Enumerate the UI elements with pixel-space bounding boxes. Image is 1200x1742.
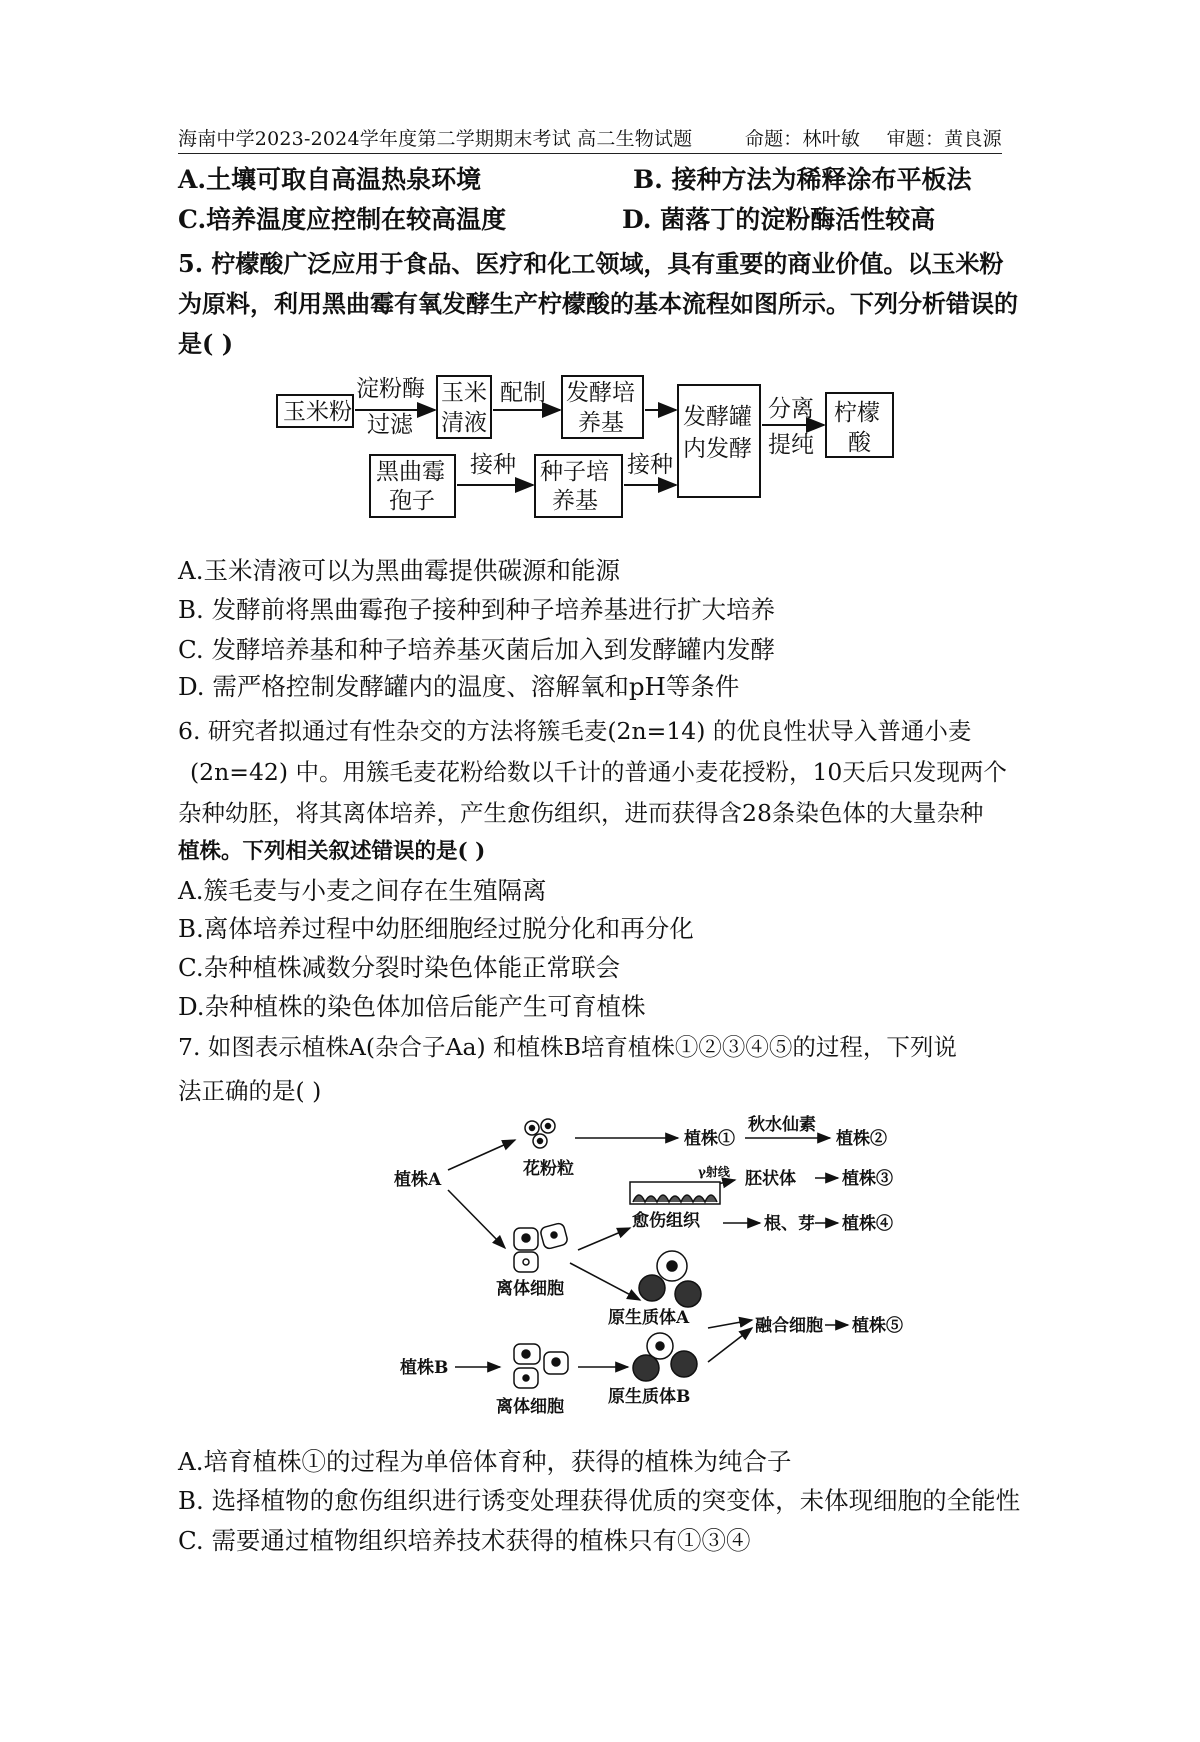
label-separate: 分离 [768, 396, 814, 422]
q7-stem-line2: 法正确的是( ) [178, 1077, 322, 1105]
q6-stem-line1: 6. 研究者拟通过有性杂交的方法将簇毛麦(2n=14) 的优良性状导入普通小麦 [178, 717, 972, 745]
protoplast-b-icon [633, 1333, 697, 1381]
label-inoculate: 接种 [470, 452, 516, 478]
label-citric-2: 酸 [848, 430, 871, 456]
q5-stem-line1: 5. 柠檬酸广泛应用于食品、医疗和化工领域，具有重要的商业价值。以玉米粉 [178, 249, 1004, 278]
label-gamma: γ射线 [698, 1165, 730, 1179]
label-isolated-cell-a: 离体细胞 [496, 1279, 564, 1299]
label-ferm-medium-2: 养基 [578, 410, 624, 436]
label-plant-a: 植株A [394, 1170, 442, 1190]
label-plant-b: 植株B [400, 1358, 449, 1378]
label-prepare: 配制 [500, 380, 546, 406]
header-author: 命题：林叶敏 [744, 128, 861, 150]
label-isolated-cell-b: 离体细胞 [496, 1397, 564, 1417]
label-plant-1: 植株① [684, 1129, 735, 1149]
q7-process-diagram [0, 1100, 1200, 1430]
label-protoplast-a: 原生质体A [608, 1308, 690, 1328]
q7-option-b: B. 选择植物的愈伤组织进行诱变处理获得优质的突变体，未体现细胞的全能性 [178, 1486, 1021, 1515]
q6-stem-line4: 植株。下列相关叙述错误的是( ) [178, 839, 486, 864]
q6-option-b: B.离体培养过程中幼胚细胞经过脱分化和再分化 [178, 914, 694, 943]
q5-flow-diagram [0, 0, 1200, 560]
q4-option-c: C.培养温度应控制在较高温度 [178, 205, 507, 234]
label-ferm-medium-1: 发酵培 [566, 380, 635, 406]
label-fused-cell: 融合细胞 [755, 1316, 823, 1336]
label-spore-2: 孢子 [389, 488, 435, 514]
label-embryoid: 胚状体 [745, 1169, 796, 1189]
q7-option-c: C. 需要通过植物组织培养技术获得的植株只有①③④ [178, 1526, 751, 1555]
label-spore-1: 黑曲霉 [376, 459, 445, 485]
label-plant-5: 植株⑤ [852, 1316, 903, 1336]
label-tank-2: 内发酵 [683, 436, 752, 462]
label-amylase: 淀粉酶 [356, 376, 425, 402]
q6-option-c: C.杂种植株减数分裂时染色体能正常联会 [178, 953, 621, 982]
q4-option-b: B. 接种方法为稀释涂布平板法 [633, 165, 972, 194]
label-purify: 提纯 [768, 432, 814, 458]
label-pollen: 花粉粒 [523, 1159, 574, 1179]
q4-option-a: A.土壤可取自高温热泉环境 [178, 165, 482, 194]
q7-option-a: A.培育植株①的过程为单倍体育种，获得的植株为纯合子 [178, 1447, 792, 1476]
label-corn-powder: 玉米粉 [283, 399, 352, 425]
q7-stem-line1: 7. 如图表示植株A(杂合子Aa) 和植株B培育植株①②③④⑤的过程，下列说 [178, 1033, 957, 1061]
q5-stem-line2: 为原料，利用黑曲霉有氧发酵生产柠檬酸的基本流程如图所示。下列分析错误的 [178, 289, 1018, 318]
protoplast-a-icon [639, 1251, 701, 1307]
q5-option-d: D. 需严格控制发酵罐内的温度、溶解氧和pH等条件 [178, 672, 740, 701]
q4-option-d: D. 菌落丁的淀粉酶活性较高 [622, 205, 936, 234]
q6-option-a: A.簇毛麦与小麦之间存在生殖隔离 [178, 876, 547, 905]
q5-stem-line3: 是( ) [178, 329, 234, 358]
q5-option-c: C. 发酵培养基和种子培养基灭菌后加入到发酵罐内发酵 [178, 635, 775, 664]
header-reviewer: 审题：黄良源 [886, 128, 1002, 150]
q6-stem-line3: 杂种幼胚，将其离体培养，产生愈伤组织，进而获得含28条染色体的大量杂种 [178, 799, 984, 827]
label-colchicine: 秋水仙素 [748, 1115, 816, 1135]
label-citric-1: 柠檬 [834, 400, 880, 426]
isolated-cells-a-icon [514, 1222, 568, 1272]
q6-stem-line2: (2n=42) 中。用簇毛麦花粉给数以千计的普通小麦花授粉，10天后只发现两个 [190, 758, 1007, 786]
label-root-bud: 根、芽 [764, 1214, 815, 1234]
label-corn-clear-2: 清液 [441, 410, 487, 436]
label-tank-1: 发酵罐 [683, 404, 752, 430]
pollen-icon [525, 1119, 555, 1148]
label-corn-clear-1: 玉米 [441, 380, 487, 406]
q5-option-b: B. 发酵前将黑曲霉孢子接种到种子培养基进行扩大培养 [178, 595, 776, 624]
isolated-cells-b-icon [514, 1344, 568, 1388]
callus-icon [630, 1182, 720, 1204]
label-seed-medium-1: 种子培 [540, 459, 609, 485]
label-plant-2: 植株② [836, 1129, 887, 1149]
label-callus: 愈伤组织 [632, 1211, 700, 1231]
q5-option-a: A.玉米清液可以为黑曲霉提供碳源和能源 [178, 556, 620, 585]
header-school: 海南中学2023-2024学年度第二学期期末考试 高二生物试题 [178, 128, 693, 150]
label-inoculate-2: 接种 [627, 452, 673, 478]
label-seed-medium-2: 养基 [552, 488, 598, 514]
label-plant-4: 植株④ [842, 1214, 893, 1234]
label-protoplast-b: 原生质体B [608, 1387, 691, 1407]
label-filter: 过滤 [367, 412, 413, 438]
label-plant-3: 植株③ [842, 1169, 893, 1189]
q6-option-d: D.杂种植株的染色体加倍后能产生可育植株 [178, 992, 646, 1021]
